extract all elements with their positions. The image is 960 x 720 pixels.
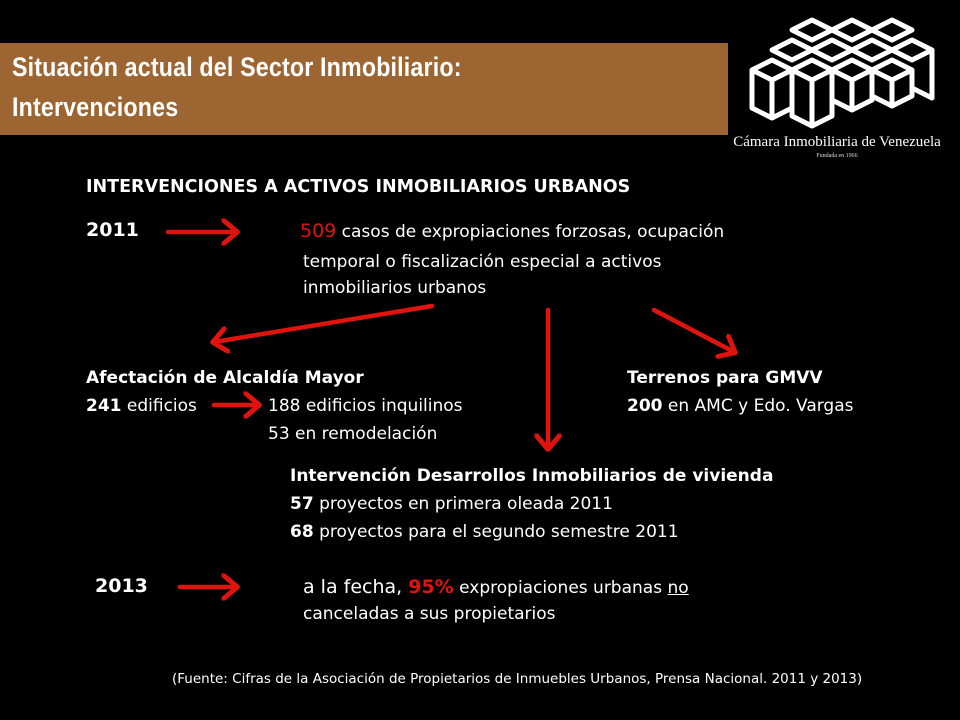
arrow-to-alcaldia-icon: [214, 306, 432, 342]
logo-name: Cámara Inmobiliaria de Venezuela: [733, 134, 941, 150]
count-509: 509: [300, 220, 337, 242]
page-title-line2: Intervenciones: [12, 92, 179, 122]
alcaldia-heading: Afectación de Alcaldía Mayor: [86, 368, 364, 388]
desarrollos-heading: Intervención Desarrollos Inmobiliarios de vivienda: [290, 466, 774, 486]
alcaldia-result1: 188 edificios inquilinos: [268, 396, 463, 416]
emphasis-no: no: [667, 578, 689, 598]
terrenos-heading: Terrenos para GMVV: [627, 368, 823, 388]
desarrollos-count1: 57: [290, 494, 314, 514]
terrenos-count: 200: [627, 396, 663, 416]
logo-founded: Fundada en 1966: [816, 153, 858, 159]
year-2013-mid: expropiaciones urbanas: [453, 578, 668, 598]
desarrollos-text1: proyectos en primera oleada 2011: [313, 494, 613, 514]
arrow-to-terrenos-icon: [654, 310, 734, 352]
source-note: (Fuente: Cifras de la Asociación de Propietarios de Inmuebles Urbanos, Prensa Nacional. 2011 y 2013): [172, 671, 863, 687]
year-2013: 2013: [95, 575, 148, 597]
year-2013-prefix: a la fecha,: [303, 576, 409, 598]
desarrollos-text2: proyectos para el segundo semestre 2011: [313, 522, 679, 542]
terrenos-text: en AMC y Edo. Vargas: [662, 396, 854, 416]
alcaldia-result2: 53 en remodelación: [268, 424, 438, 444]
year-2011-text1: casos de expropiaciones forzosas, ocupación: [336, 222, 725, 242]
alcaldia-count-label: edificios: [121, 396, 197, 416]
section-heading: INTERVENCIONES A ACTIVOS INMOBILIARIOS URBANOS: [86, 177, 631, 197]
year-2013-line2: canceladas a sus propietarios: [303, 604, 556, 624]
page-title-line1: Situación actual del Sector Inmobiliario:: [12, 52, 462, 82]
year-2011-line2: temporal o fiscalización especial a activos: [303, 252, 662, 272]
year-2011-line3: inmobiliarios urbanos: [303, 278, 487, 298]
year-2011: 2011: [86, 219, 139, 241]
percent-95: 95%: [408, 576, 454, 598]
desarrollos-count2: 68: [290, 522, 314, 542]
alcaldia-count: 241: [86, 396, 122, 416]
